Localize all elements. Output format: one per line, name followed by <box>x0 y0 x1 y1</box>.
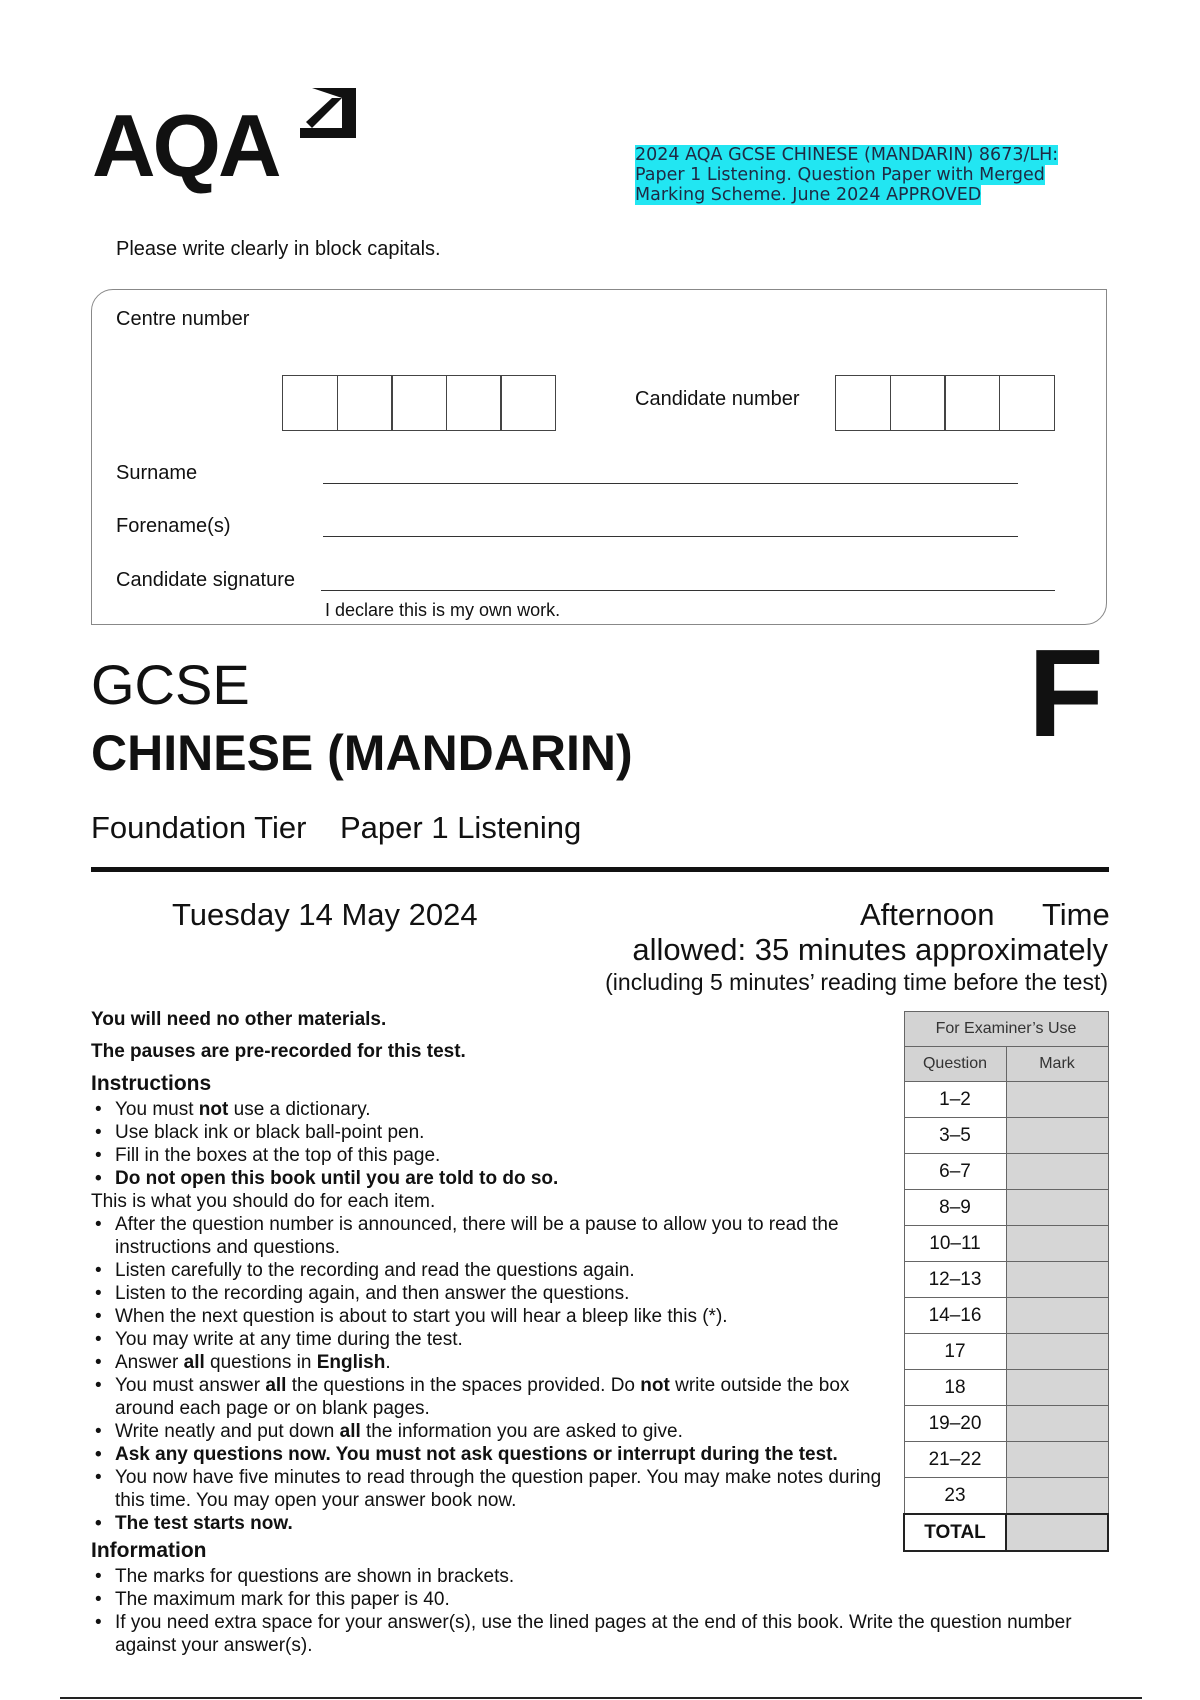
block-capitals-note: Please write clearly in block capitals. <box>116 238 441 260</box>
title-divider <box>91 867 1109 872</box>
item-intro: This is what you should do for each item. <box>91 1191 436 1212</box>
mark-cell[interactable] <box>1006 1478 1108 1515</box>
list-item: • If you need extra space for your answer(s), use the lined pages at the end of this book. Write the question number against your answer(s). <box>91 1611 1135 1657</box>
question-range-cell: 18 <box>904 1370 1006 1406</box>
mark-cell[interactable] <box>1006 1262 1108 1298</box>
candidate-number-label: Candidate number <box>635 388 800 410</box>
question-range-cell: 17 <box>904 1334 1006 1370</box>
centre-digit-box[interactable] <box>337 375 393 431</box>
table-row <box>904 1334 1108 1370</box>
centre-digit-box[interactable] <box>446 375 502 431</box>
question-range-cell: 1–2 <box>904 1082 1006 1118</box>
list-item: • You now have five minutes to read through the question paper. You may make notes during this time. You may open your answer book now. <box>91 1466 891 1512</box>
logo-mark-icon <box>298 88 356 148</box>
centre-digit-box[interactable] <box>500 375 556 431</box>
mark-column-header: Mark <box>1006 1047 1108 1082</box>
total-label: TOTAL <box>904 1514 1006 1551</box>
approval-note: 2024 AQA GCSE CHINESE (MANDARIN) 8673/LH: Paper 1 Listening. Question Paper with Merged Marking Scheme. June 2024 APPROVED <box>635 145 1059 205</box>
examiner-table-title: For Examiner’s Use <box>904 1012 1108 1047</box>
candidate-digit-box[interactable] <box>890 375 946 431</box>
candidate-details-box <box>91 289 1107 625</box>
information-heading: Information <box>91 1539 207 1562</box>
exam-date: Tuesday 14 May 2024 <box>172 897 478 932</box>
signature-line[interactable] <box>321 590 1055 591</box>
forenames-label: Forename(s) <box>116 515 231 537</box>
list-item: • After the question number is announced, there will be a pause to allow you to read the instructions and questions. <box>91 1213 891 1259</box>
candidate-digit-box[interactable] <box>835 375 891 431</box>
mark-cell[interactable] <box>1006 1190 1108 1226</box>
total-row <box>904 1514 1108 1551</box>
surname-line[interactable] <box>323 483 1018 484</box>
qualification-title: GCSE <box>91 653 250 716</box>
candidate-number-boxes[interactable] <box>835 375 1053 431</box>
reading-time-note: (including 5 minutes’ reading time before the test) <box>605 969 1108 995</box>
candidate-digit-box[interactable] <box>999 375 1055 431</box>
subject-title: CHINESE (MANDARIN) <box>91 725 633 781</box>
table-row <box>904 1226 1108 1262</box>
mark-cell[interactable] <box>1006 1082 1108 1118</box>
page-bottom-rule <box>60 1697 1142 1699</box>
question-range-cell: 8–9 <box>904 1190 1006 1226</box>
question-range-cell: 19–20 <box>904 1406 1006 1442</box>
question-range-cell: 14–16 <box>904 1298 1006 1334</box>
centre-number-boxes[interactable] <box>282 375 555 431</box>
time-label: Time <box>1042 897 1110 932</box>
declaration-text: I declare this is my own work. <box>325 600 561 620</box>
tier-label: Foundation Tier <box>91 810 307 845</box>
candidate-digit-box[interactable] <box>944 375 1000 431</box>
table-row <box>904 1298 1108 1334</box>
mark-cell[interactable] <box>1006 1370 1108 1406</box>
table-row <box>904 1442 1108 1478</box>
question-range-cell: 3–5 <box>904 1118 1006 1154</box>
list-item: • Answer all questions in English. <box>91 1351 891 1374</box>
question-range-cell: 12–13 <box>904 1262 1006 1298</box>
instructions-list <box>91 1098 891 1190</box>
question-range-cell: 10–11 <box>904 1226 1006 1262</box>
materials-note: You will need no other materials. <box>91 1009 387 1030</box>
item-instructions-list <box>91 1213 891 1535</box>
table-row <box>904 1370 1108 1406</box>
mark-cell[interactable] <box>1006 1226 1108 1262</box>
table-row <box>904 1118 1108 1154</box>
information-list <box>91 1565 1072 1657</box>
signature-label: Candidate signature <box>116 569 296 591</box>
table-row <box>904 1406 1108 1442</box>
list-item: • Listen to the recording again, and then answer the questions. <box>91 1282 891 1305</box>
question-range-cell: 6–7 <box>904 1154 1006 1190</box>
examiner-use-table <box>903 1011 1109 1552</box>
mark-cell[interactable] <box>1006 1334 1108 1370</box>
table-row <box>904 1478 1108 1515</box>
list-item: • You may write at any time during the test. <box>91 1328 891 1351</box>
forenames-line[interactable] <box>323 536 1018 537</box>
list-item: • Ask any questions now. You must not ask questions or interrupt during the test. <box>91 1443 891 1466</box>
list-item: • You must answer all the questions in the spaces provided. Do not write outside the box around each page or on blank pages. <box>91 1374 891 1420</box>
list-item: • Use black ink or black ball-point pen. <box>91 1121 891 1144</box>
table-row <box>904 1190 1108 1226</box>
mark-cell[interactable] <box>1006 1298 1108 1334</box>
question-column-header: Question <box>904 1047 1006 1082</box>
centre-digit-box[interactable] <box>391 375 447 431</box>
list-item: • The marks for questions are shown in brackets. <box>91 1565 891 1588</box>
pauses-note: The pauses are pre-recorded for this test. <box>91 1041 466 1062</box>
surname-label: Surname <box>116 462 198 484</box>
table-row <box>904 1262 1108 1298</box>
list-item: • Listen carefully to the recording and read the questions again. <box>91 1259 891 1282</box>
aqa-logo <box>92 88 362 195</box>
mark-cell[interactable] <box>1006 1154 1108 1190</box>
list-item: • The test starts now. <box>91 1512 891 1535</box>
question-range-cell: 23 <box>904 1478 1006 1515</box>
mark-cell[interactable] <box>1006 1118 1108 1154</box>
list-item: • Write neatly and put down all the information you are asked to give. <box>91 1420 891 1443</box>
centre-digit-box[interactable] <box>282 375 338 431</box>
mark-cell[interactable] <box>1006 1442 1108 1478</box>
list-item: • The maximum mark for this paper is 40. <box>91 1588 891 1611</box>
time-allowed: allowed: 35 minutes approximately <box>632 932 1108 967</box>
list-item: • Do not open this book until you are told to do so. <box>91 1167 891 1190</box>
table-row <box>904 1082 1108 1118</box>
exam-session: Afternoon <box>860 897 995 932</box>
instructions-heading: Instructions <box>91 1072 212 1095</box>
list-item: • Fill in the boxes at the top of this page. <box>91 1144 891 1167</box>
question-range-cell: 21–22 <box>904 1442 1006 1478</box>
tier-letter: F <box>1028 625 1104 763</box>
mark-cell[interactable] <box>1006 1406 1108 1442</box>
examiner-table-body <box>904 1082 1108 1515</box>
total-mark-cell[interactable] <box>1006 1514 1108 1551</box>
list-item: • You must not use a dictionary. <box>91 1098 891 1121</box>
logo-text: AQA <box>92 96 279 195</box>
list-item: • When the next question is about to start you will hear a bleep like this (*). <box>91 1305 891 1328</box>
table-row <box>904 1154 1108 1190</box>
paper-label: Paper 1 Listening <box>340 810 582 845</box>
centre-number-label: Centre number <box>116 308 250 330</box>
